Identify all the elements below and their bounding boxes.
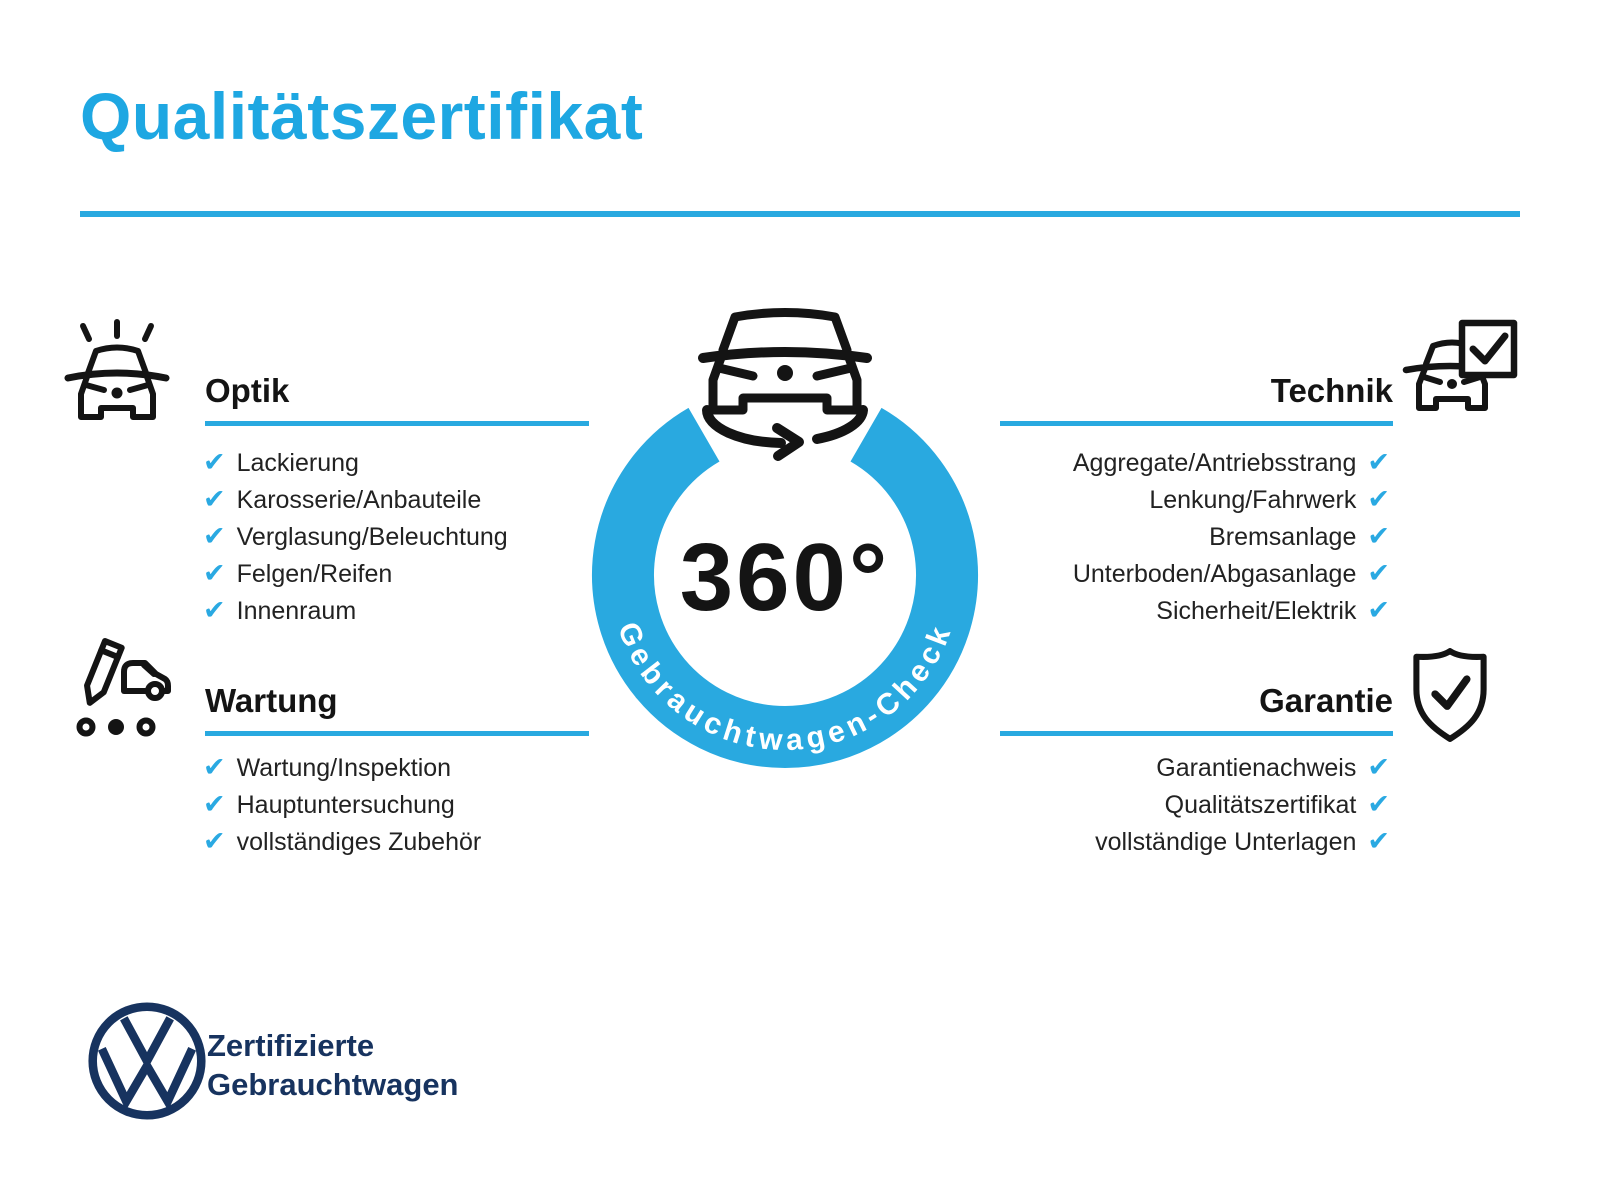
list-item	[1209, 519, 1390, 556]
item-label: Felgen/Reifen	[236, 560, 393, 588]
car-360-rotation-icon	[703, 313, 867, 457]
car-checkbox-icon	[1398, 318, 1520, 431]
check-icon: ✔	[1367, 752, 1390, 782]
list-item	[203, 787, 481, 824]
check-icon: ✔	[203, 752, 226, 782]
shield-check-icon	[1408, 644, 1492, 751]
list-item	[1073, 556, 1390, 593]
check-icon: ✔	[203, 447, 226, 477]
list-item	[203, 445, 508, 482]
item-label: Aggregate/Antriebsstrang	[1072, 449, 1357, 477]
check-icon: ✔	[1367, 789, 1390, 819]
section-heading-wartung: Wartung	[205, 682, 338, 719]
technik-list	[1073, 445, 1390, 630]
title-divider-line	[80, 211, 1520, 217]
page-title: Qualitätszertifikat	[80, 79, 644, 153]
item-label: Hauptuntersuchung	[236, 791, 455, 819]
item-label: Sicherheit/Elektrik	[1156, 597, 1357, 625]
technik-underline	[1000, 421, 1393, 426]
item-label: Unterboden/Abgasanlage	[1072, 560, 1357, 588]
wartung-list	[203, 750, 481, 861]
shiny-car-front-icon	[58, 316, 176, 433]
list-item	[203, 482, 508, 519]
list-item	[203, 750, 481, 787]
list-item	[203, 519, 508, 556]
list-item	[1095, 824, 1390, 861]
optik-underline	[205, 421, 589, 426]
check-icon: ✔	[203, 789, 226, 819]
360-check-badge	[585, 298, 985, 783]
list-item	[203, 556, 508, 593]
item-label: Innenraum	[236, 597, 357, 625]
item-label: Lenkung/Fahrwerk	[1149, 486, 1357, 514]
list-item	[1073, 445, 1390, 482]
vw-logo	[86, 1000, 208, 1127]
check-icon: ✔	[1367, 595, 1390, 625]
list-item	[1156, 593, 1390, 630]
list-item	[203, 824, 481, 861]
ring-curved-label: Gebrauchtwagen-Check	[610, 617, 959, 758]
check-icon: ✔	[203, 595, 226, 625]
list-item	[1149, 482, 1390, 519]
check-icon: ✔	[1367, 521, 1390, 551]
section-heading-optik: Optik	[205, 372, 290, 409]
item-label: Qualitätszertifikat	[1164, 791, 1357, 819]
item-label: Lackierung	[236, 449, 359, 477]
check-icon: ✔	[1367, 826, 1390, 856]
footer-line-1: Zertifizierte	[207, 1028, 375, 1063]
check-icon: ✔	[203, 826, 226, 856]
list-item	[203, 593, 508, 630]
garantie-list	[1095, 750, 1390, 861]
list-item	[1165, 787, 1390, 824]
item-label: Wartung/Inspektion	[236, 754, 452, 782]
list-item	[1156, 750, 1390, 787]
garantie-underline	[1000, 731, 1393, 736]
wartung-underline	[205, 731, 589, 736]
footer-brand-text	[207, 1026, 459, 1104]
section-heading-technik: Technik	[1270, 372, 1393, 409]
footer-line-2: Gebrauchtwagen	[207, 1067, 459, 1102]
optik-list	[203, 445, 508, 630]
pencil-car-checklist-icon	[66, 630, 171, 745]
section-heading-garantie: Garantie	[1259, 682, 1393, 719]
item-label: Bremsanlage	[1209, 523, 1357, 551]
check-icon: ✔	[1367, 484, 1390, 514]
item-label: Karosserie/Anbauteile	[236, 486, 482, 514]
check-icon: ✔	[1367, 447, 1390, 477]
item-label: Verglasung/Beleuchtung	[236, 523, 508, 551]
check-icon: ✔	[1367, 558, 1390, 588]
check-icon: ✔	[203, 521, 226, 551]
check-icon: ✔	[203, 558, 226, 588]
item-label: vollständige Unterlagen	[1095, 828, 1357, 856]
item-label: vollständiges Zubehör	[236, 828, 482, 856]
item-label: Garantienachweis	[1156, 754, 1357, 782]
degree-label: 360°	[679, 524, 891, 631]
check-icon: ✔	[203, 484, 226, 514]
